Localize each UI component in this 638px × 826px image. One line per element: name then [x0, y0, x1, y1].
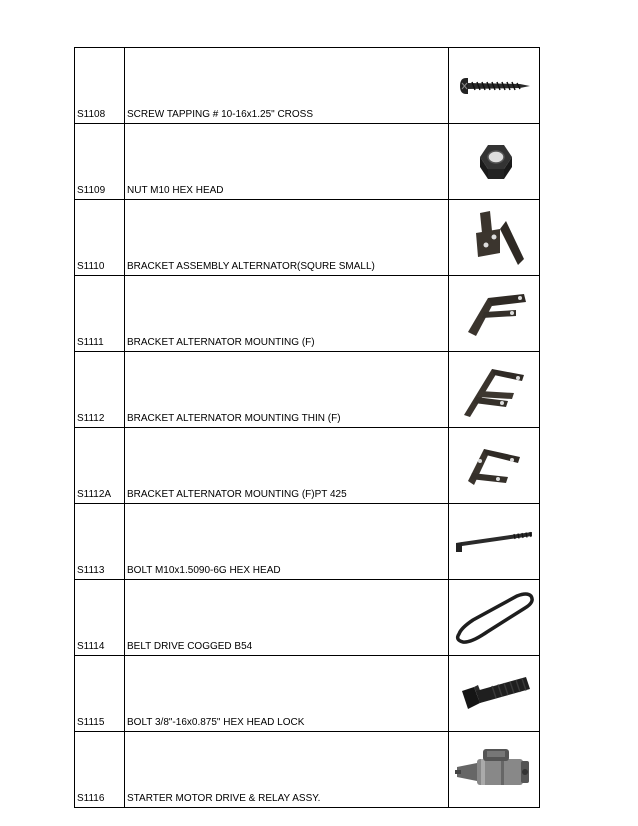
parts-table [74, 47, 540, 808]
part-image-cell [449, 580, 540, 656]
table-row [75, 504, 540, 580]
tapping-screw-image [454, 66, 534, 106]
part-description: STARTER MOTOR DRIVE & RELAY ASSY. [125, 732, 449, 808]
part-description: BELT DRIVE COGGED B54 [125, 580, 449, 656]
part-code: S1112A [75, 428, 125, 504]
table-row [75, 428, 540, 504]
part-code: S1115 [75, 656, 125, 732]
bracket-mounting-pt425-image [454, 441, 534, 491]
starter-motor-image [451, 743, 537, 797]
bracket-square-small-image [454, 207, 534, 269]
part-description: BOLT M10x1.5090-6G HEX HEAD [125, 504, 449, 580]
bracket-mounting-thin-image [454, 359, 534, 421]
part-image-cell [449, 48, 540, 124]
part-description: BRACKET ALTERNATOR MOUNTING (F) [125, 276, 449, 352]
part-image-cell [449, 504, 540, 580]
part-code: S1112 [75, 352, 125, 428]
part-code: S1114 [75, 580, 125, 656]
part-description: BRACKET ALTERNATOR MOUNTING (F)PT 425 [125, 428, 449, 504]
table-row [75, 732, 540, 808]
part-image-cell [449, 732, 540, 808]
table-row [75, 276, 540, 352]
hex-bolt-image [454, 669, 534, 719]
table-row [75, 48, 540, 124]
table-row [75, 200, 540, 276]
part-image-cell [449, 656, 540, 732]
part-description: BRACKET ALTERNATOR MOUNTING THIN (F) [125, 352, 449, 428]
part-code: S1111 [75, 276, 125, 352]
part-code: S1113 [75, 504, 125, 580]
table-row [75, 580, 540, 656]
long-bolt-image [452, 522, 536, 562]
part-description: BRACKET ASSEMBLY ALTERNATOR(SQURE SMALL) [125, 200, 449, 276]
part-description: BOLT 3/8"-16x0.875" HEX HEAD LOCK [125, 656, 449, 732]
part-description: NUT M10 HEX HEAD [125, 124, 449, 200]
part-image-cell [449, 352, 540, 428]
part-description: SCREW TAPPING # 10-16x1.25" CROSS [125, 48, 449, 124]
part-image-cell [449, 428, 540, 504]
part-code: S1109 [75, 124, 125, 200]
part-image-cell [449, 200, 540, 276]
table-row [75, 656, 540, 732]
cogged-belt-image [451, 588, 537, 648]
part-image-cell [449, 124, 540, 200]
table-row [75, 124, 540, 200]
part-code: S1116 [75, 732, 125, 808]
part-image-cell [449, 276, 540, 352]
hex-nut-image [454, 137, 534, 187]
bracket-mounting-image [454, 284, 534, 344]
table-row [75, 352, 540, 428]
part-code: S1108 [75, 48, 125, 124]
part-code: S1110 [75, 200, 125, 276]
